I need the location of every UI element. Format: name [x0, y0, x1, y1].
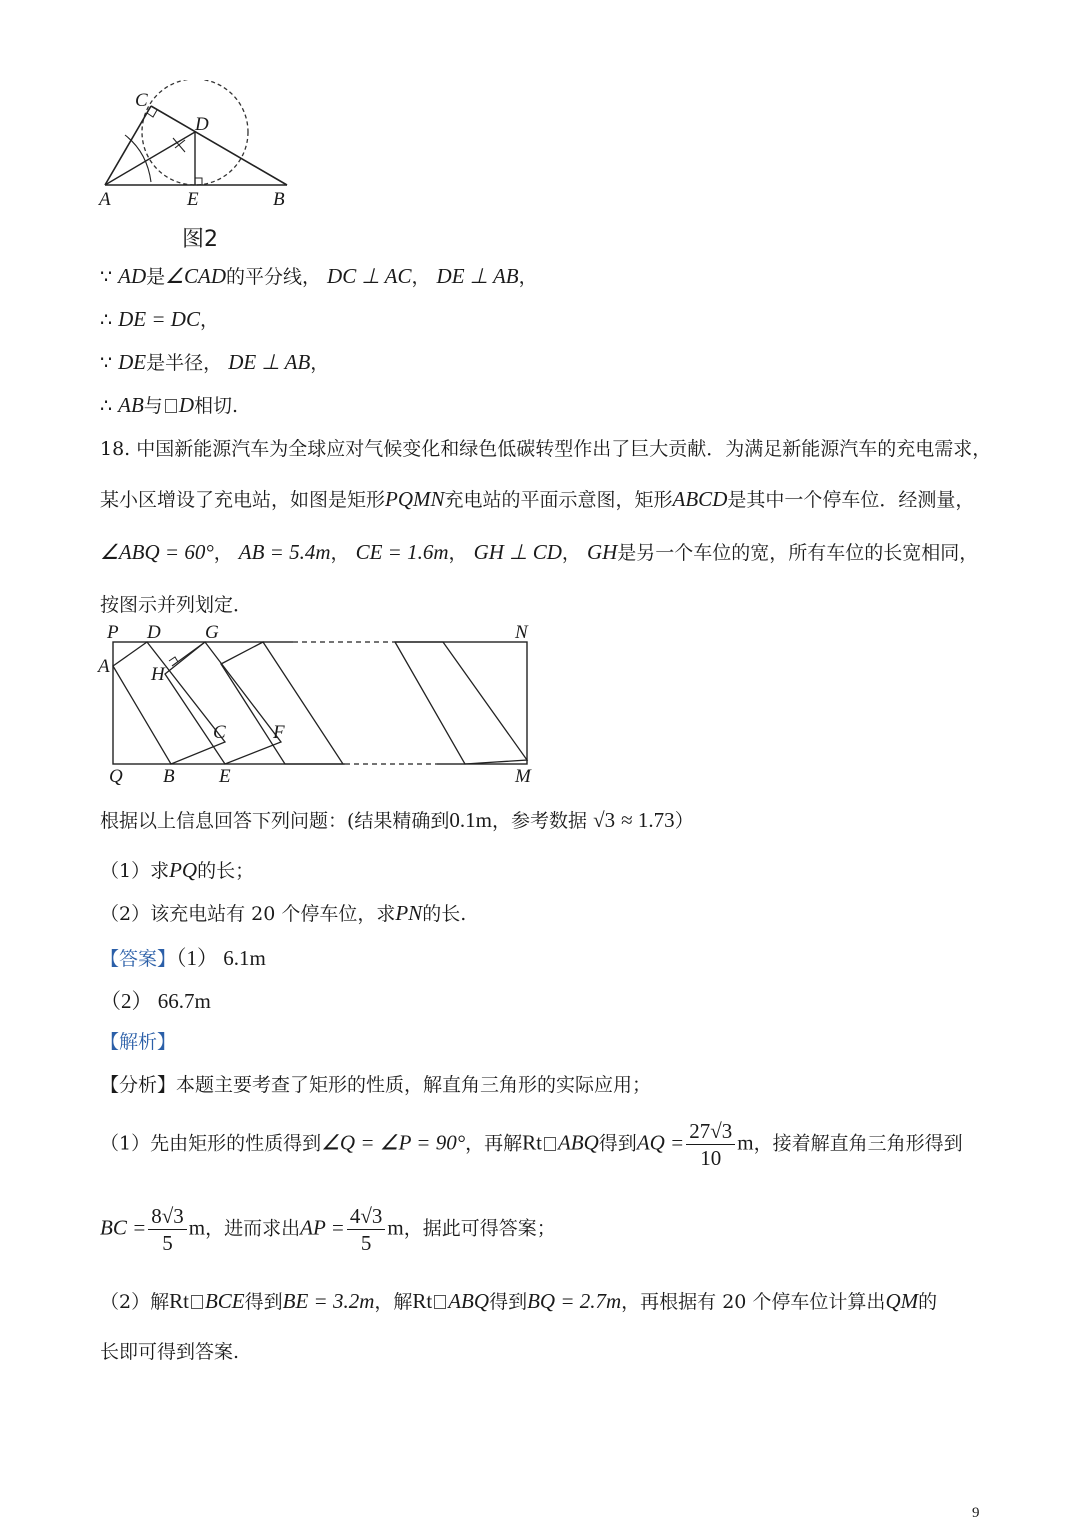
proof-line-1: ∵ AD是∠CAD的平分线， DC ⊥ AC， DE ⊥ AB，: [100, 264, 538, 288]
segment-AC: [105, 106, 151, 185]
because-symbol: ∵: [100, 266, 113, 288]
segment-GH: [172, 642, 205, 666]
label-A: A: [98, 656, 110, 677]
answer-line-1: 【答案】（1） 6.1m: [100, 946, 266, 970]
instruction-line: 根据以上信息回答下列问题：(结果精确到0.1m，参考数据 √3 ≈ 1.73）: [100, 808, 694, 832]
label-P: P: [107, 622, 119, 643]
right-angle-mark-H: [169, 657, 178, 662]
analysis-tag-line: [100, 1027, 176, 1054]
circle-symbol-placeholder: [165, 399, 177, 413]
label-C: C: [213, 722, 226, 743]
q18-line-4: 按图示并列划定．: [100, 594, 253, 616]
proof-line-2: ∴ DE = DC，: [100, 307, 219, 331]
therefore-symbol: ∴: [100, 395, 113, 417]
label-E: E: [187, 189, 199, 210]
construction-arc: [125, 135, 151, 182]
analysis-step-2: （2）解Rt BCE得到BE = 3.2m，解Rt ABQ得到BQ = 2.7m，再根据有 20 个停车位计算出QM的: [100, 1289, 938, 1313]
parking-space-ABCD: [113, 642, 225, 764]
right-angle-mark-E: [195, 178, 202, 185]
q18-line-3: ∠ABQ = 60°， AB = 5.4m， CE = 1.6m， GH ⊥ CD， GH是另一个车位的宽，所有车位的长宽相同，: [100, 540, 979, 564]
page-number: 9: [972, 1505, 980, 1521]
proof-line-3: ∵ DE是半径， DE ⊥ AB，: [100, 350, 330, 374]
parking-station-diagram: [95, 620, 545, 790]
analysis-step-2b: 长即可得到答案.: [100, 1341, 240, 1363]
label-H: H: [151, 664, 165, 685]
because-symbol: ∵: [100, 352, 113, 374]
figure-2-caption: 图2: [182, 227, 218, 252]
label-G: G: [205, 622, 219, 643]
q18-line-2: 某小区增设了充电站，如图是矩形PQMN充电站的平面示意图，矩形ABCD是其中一个停车位．经测量，: [100, 487, 975, 511]
rectangle-PQMN: [113, 642, 527, 764]
figure-2-diagram: [95, 80, 315, 215]
analysis-step-1b: BC = $\frac{8√3}{5}$ m，进而求出AP = $\frac{4√3}{5}$ m，据此可得答案；: [100, 1204, 556, 1255]
parking-space-2: [165, 642, 281, 764]
analysis-tag: 【解析】: [100, 1031, 177, 1053]
analysis-step-1: （1）先由矩形的性质得到∠Q = ∠P = 90°，再解Rt ABQ得到AQ = $\frac{27√3}{10}$ m，接着解直角三角形得到: [100, 1119, 963, 1170]
sqrt-3: √3: [593, 808, 616, 832]
q18-line-1: 18. 中国新能源汽车为全球应对气候变化和绿色低碳转型作出了巨大贡献．为满足新能源汽车的充电需求，: [100, 438, 992, 460]
answer-line-2: （2） 66.7m: [100, 989, 211, 1013]
fenxi-line: 【分析】本题主要考查了矩形的性质，解直角三角形的实际应用；: [100, 1074, 652, 1096]
fenxi-tag: 【分析】: [100, 1074, 177, 1096]
parking-space-3-frame: [221, 642, 343, 764]
label-A: A: [99, 189, 111, 210]
label-B: B: [163, 766, 175, 787]
sub-question-1: （1）求PQ的长；: [100, 858, 255, 882]
label-D: D: [195, 114, 209, 135]
parking-space-last-a: [395, 642, 527, 764]
fraction-AQ: $\frac{27√3}{10}$: [686, 1118, 735, 1171]
label-N: N: [515, 622, 528, 643]
label-Q: Q: [109, 766, 123, 787]
label-B: B: [273, 189, 285, 210]
label-D: D: [147, 622, 161, 643]
sub-question-2: （2）该充电站有 20 个停车位，求PN的长.: [100, 901, 467, 925]
therefore-symbol: ∴: [100, 309, 113, 331]
label-E: E: [219, 766, 231, 787]
fraction-AP: $\frac{4√3}{5}$: [347, 1203, 386, 1256]
label-F: F: [273, 722, 285, 743]
fraction-BC: $\frac{8√3}{5}$: [148, 1203, 187, 1256]
answer-tag: 【答案】: [100, 948, 177, 970]
proof-line-4: ∴ AB与 D相切.: [100, 393, 239, 417]
parking-space-3: [221, 642, 343, 764]
label-M: M: [515, 766, 531, 787]
label-C: C: [135, 90, 148, 111]
